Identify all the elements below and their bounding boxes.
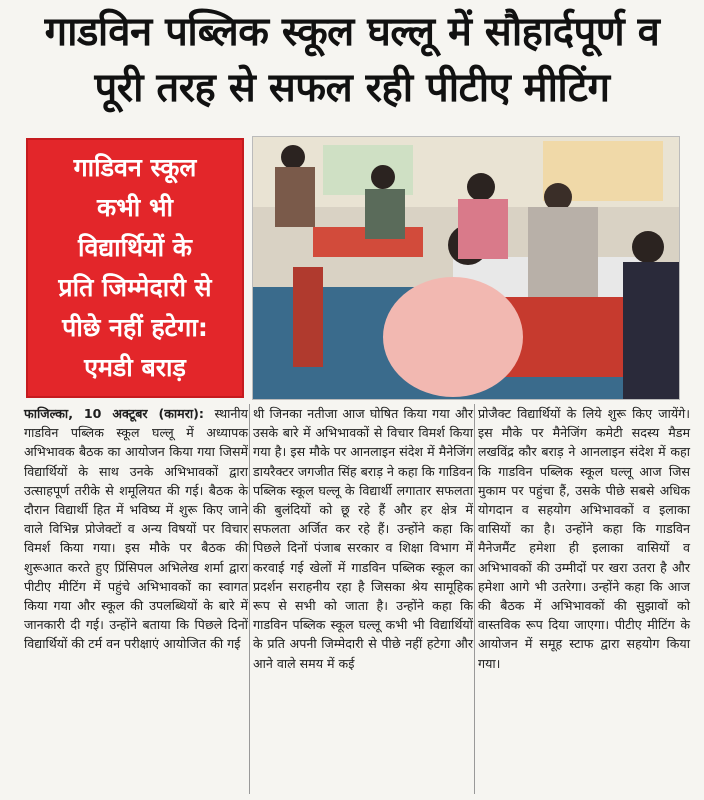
article-column-1 [24,404,248,654]
column-1-text: स्थानीय गाडविन पब्लिक स्कूल घल्लू में अध्यापक अभिभावक बैठक का आयोजन किया गया जिसमें विद्यार्थियों के साथ उनके अभिभावकों द्वारा उत्साहपूर्ण तरीके से शमूलियत की गई। बैठक के दौरान विद्यार्थी हित में भविष्य में शुरू किए जाने वाले विभिन्न प्रोजेक्टों व अन्य विषयों पर विचार विमर्श किया गया। इस मौके पर बैठक की शुरूआत करते हुए प्रिंसिपल अभिलेख शर्मा द्वारा पीटीए मीटिंग में पहुंचे अभिभावकों का स्वागत किया गया और स्कूल की उपलब्धियों के बारे में जानकारी दी गई। उन्होंने बताया कि पिछले दिनों विद्यार्थियों की टर्म वन परीक्षाएं आयोजित की गई [24,406,248,652]
dateline: फाजिल्का, 10 अक्टूबर (कामरा): [24,406,204,421]
quote-line-3: विद्यार्थियों के [78,233,192,262]
quote-box [26,138,244,398]
quote-line-5: पीछे नहीं हटेगा: [62,313,208,342]
column-divider-1 [249,404,250,794]
meeting-photo-illustration [253,137,679,399]
quote-line-6: एमडी बराड़ [84,353,186,382]
column-divider-2 [474,404,475,794]
headline-line-2: पूरी तरह से सफल रही पीटीए मीटिंग [94,65,610,111]
article-column-2 [253,404,473,673]
quote-line-1: गाडिवन स्कूल [73,153,197,182]
headline-line-1: गाडविन पब्लिक स्कूल घल्लू में सौहार्दपूर्ण व [44,9,660,55]
quote-line-4: प्रति जिम्मेदारी से [58,273,212,302]
article-column-3 [478,404,690,673]
column-2-text: थी जिनका नतीजा आज घोषित किया गया और उसके बारे में अभिभावकों से विचार विमर्श किया गया है। इस मौके पर आनलाइन संदेश में मैनेजिंग डायरैक्टर जगजीत सिंह बराड़ ने कहा कि गाडिवन पब्लिक स्कूल घल्लू के विद्यार्थी लगातार सफलता की बुलंदियों को छू रहे हैं और हर क्षेत्र में सफलता अर्जित कर रहे हैं। उन्होंने कहा कि पिछले दिनों पंजाब सरकार व शिक्षा विभाग में करवाई गई खेलों में गाडविन पब्लिक स्कूल का प्रदर्शन सराहनीय रहा है जिसका श्रेय सामूहिक रूप से सभी को जाता है। उन्होंने कहा कि गाडविन पब्लिक स्कूल घल्लू कभी भी विद्यार्थियों के प्रति अपनी जिम्मेदारी से पीछे नहीं हटेगा और आने वाले समय में कई [253,406,473,671]
meeting-photo [252,136,680,400]
quote-line-2: कभी भी [96,193,173,222]
column-3-text: प्रोजैक्ट विद्यार्थियों के लिये शुरू किए जायेंगे। इस मौके पर मैनेजिंग कमेटी सदस्य मैडम लखविंद्र कौर बराड़ ने आनलाइन संदेश में कहा कि गाडविन पब्लिक स्कूल घल्लू आज जिस मुकाम पर पहुंचा हैं, उसके पीछे सबसे अधिक योगदान व सहयोग अभिभावकों व इलाका वासियों का है। उन्होंने कहा कि गाडविन मैनेजमैंट हमेशा ही इलाका वासियों व अभिभावकों की उम्मीदों पर खरा उतरा है और हमेशा आगे भी उतरेगा। उन्होंने कहा कि आज की बैठक में अभिभावकों की सुझावों को वास्तविक रूप दिया जाएगा। पीटीए मीटिंग के आयोजन में समूह स्टाफ द्वारा सहयोग किया गया। [478,406,690,671]
headline [6,4,698,116]
